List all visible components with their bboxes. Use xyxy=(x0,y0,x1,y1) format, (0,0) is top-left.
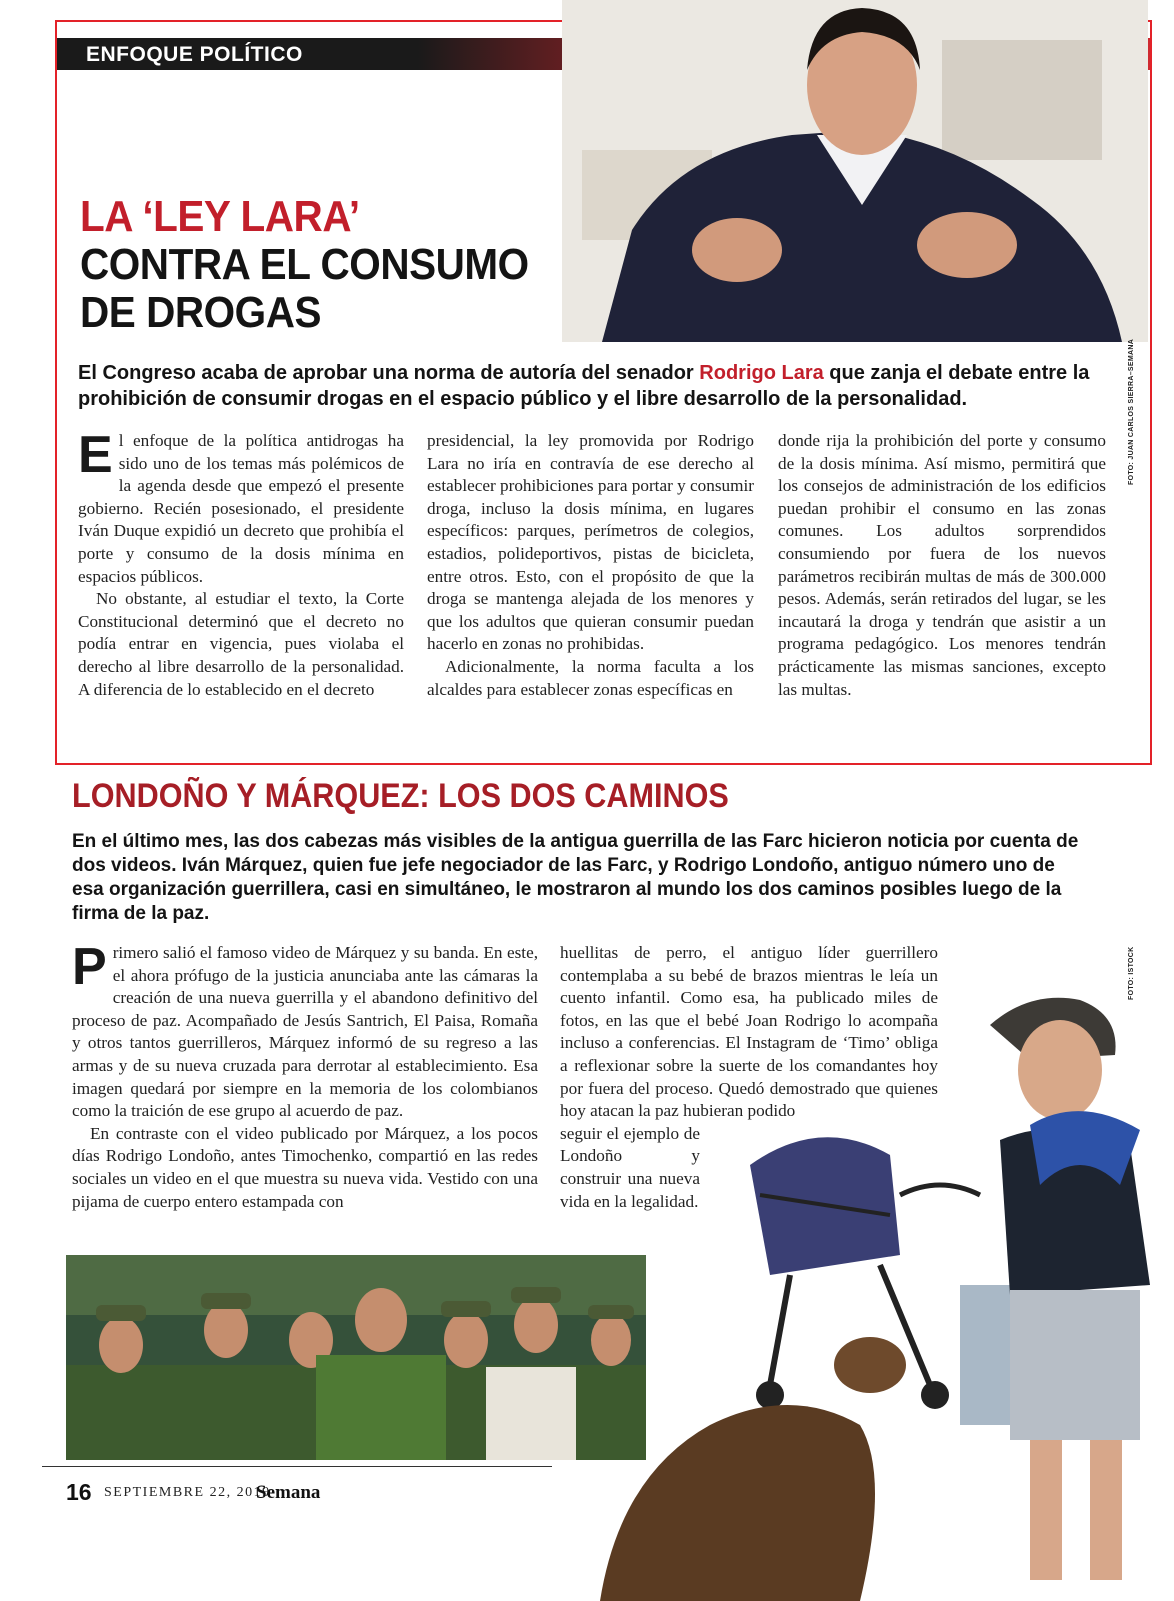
headline-line-3: DE DROGAS xyxy=(80,288,322,337)
dek-text-after: que zanja el debate entre la prohibición de consumir drogas en el espacio público y el libre desarrollo de la personalidad. xyxy=(78,362,1090,410)
paragraph: l enfoque de la política antidrogas ha sido uno de los temas más polémicos de la agenda desde que empezó el presente gobierno. Recién posesionado, el presidente Iván Duque expidió un decreto que prohibía el porte y consumo de la dosis mínima en espacios públicos. xyxy=(78,431,404,586)
article1-column-2 xyxy=(427,430,754,701)
photo-credit-bottom: FOTO: ISTOCK xyxy=(1128,946,1135,1000)
article1-column-3 xyxy=(778,430,1106,701)
paragraph: seguir el ejemplo de Londoño y construir una nueva vida en la legalidad. xyxy=(560,1123,700,1211)
paragraph: No obstante, al estudiar el texto, la Corte Constitucional determinó que el decreto no podía entrar en vigencia, pues violaba el derecho al libre desarrollo de la personalidad. A diferencia de lo establecido en el decreto xyxy=(78,589,404,699)
family-illustration xyxy=(560,955,1174,1601)
dek-highlight-name: Rodrigo Lara xyxy=(699,362,824,384)
dek-text-before: El Congreso acaba de aprobar una norma de autoría del senador xyxy=(78,362,700,384)
paragraph: En contraste con el video publicado por Márquez, a los pocos días Rodrigo Londoño, antes Timochenko, compartió en las redes sociales un video en el que muestra su nueva vida. Vestido con una pijama de cuerpo entero estampada con xyxy=(72,1123,538,1211)
issue-date: SEPTIEMBRE 22, 2019 xyxy=(104,1485,271,1500)
group-illustration xyxy=(66,1255,646,1460)
footer-rule xyxy=(42,1466,552,1467)
article1-column-1 xyxy=(78,426,404,701)
article1-dek xyxy=(78,360,1123,412)
article2-dek: En el último mes, las dos cabezas más visibles de la antigua guerrilla de las Farc hicieron noticia por cuenta de dos videos. Iván Márquez, quien fue jefe negociador de las Farc, y Rodrigo Londoño, antiguo número uno de esa organización guerrillera, casi en simultáneo, le mostraron al mundo los dos caminos posibles luego de la firma de la paz. xyxy=(72,831,1079,924)
section-label: ENFOQUE POLÍTICO xyxy=(86,43,303,66)
photo-credit-top: FOTO: JUAN CARLOS SIERRA–SEMANA xyxy=(1128,338,1135,485)
photo-londono-family xyxy=(560,955,1174,1601)
headline-line-1: LA ‘LEY LARA’ xyxy=(80,192,360,241)
photo-marquez-group xyxy=(66,1255,646,1460)
dropcap: P xyxy=(72,938,107,996)
page-number: 16 xyxy=(66,1479,92,1505)
photo-rodrigo-lara xyxy=(562,0,1148,342)
magazine-name: Semana xyxy=(256,1482,321,1503)
paragraph: Adicionalmente, la norma faculta a los alcaldes para establecer zonas específicas en xyxy=(427,656,754,699)
portrait-illustration xyxy=(562,0,1148,342)
paragraph: rimero salió el famoso video de Márquez y su banda. En este, el ahora prófugo de la justicia anunciaba ante las cámaras la creación de una nueva guerrilla y el abandono definitivo del proceso de paz. Acompañado de Jesús Santrich, El Paisa, Romaña y otros tantos guerrilleros, Márquez informó de su regreso a las armas y de su nueva cruzada para derrotar al establecimiento. Esa imagen quedará por siempre en la memoria de los colombianos como la traición de ese grupo al acuerdo de paz. xyxy=(72,943,538,1121)
headline-line-2: CONTRA EL CONSUMO xyxy=(80,240,529,289)
article2-column-1 xyxy=(72,938,538,1213)
dropcap: E xyxy=(78,426,113,484)
paragraph: donde rija la prohibición del porte y consumo de la dosis mínima. Así mismo, permitirá que los consejos de administración de los edificios puedan prohibir el consumo en las zonas comunes. Los adultos sorprendidos consumiendo por fuera de los nuevos parámetros recibirán multas de más de 300.000 pesos. Además, serán retirados del lugar, se les incautará la droga y tendrán que asistir a un programa pedagógico. Los menores tendrán prácticamente las mismas sanciones, excepto las multas. xyxy=(778,431,1106,699)
paragraph: presidencial, la ley promovida por Rodrigo Lara no iría en contravía de ese derecho al establecer prohibiciones para portar y consumir droga, incluso la dosis mínima, en lugares específicos: parques, perímetros de colegios, estadios, polideportivos, pistas de bicicleta, entre otros. Esto, con el propósito de que la droga se mantenga alejada de los menores y que los adultos que quieran consumir puedan hacerlo en zonas no prohibidas. xyxy=(427,431,754,654)
article2-headline: LONDOÑO Y MÁRQUEZ: LOS DOS CAMINOS xyxy=(72,777,729,815)
paragraph: huellitas de perro, el antiguo líder guerrillero contemplaba a su bebé de brazos mientras le leía un cuento infantil. Como esa, ha publicado miles de fotos, en las que el bebé Joan Rodrigo lo acompaña incluso a conferencias. El Instagram de ‘Timo’ obliga a reflexionar sobre la suerte de los comandantes hoy por fuera del proceso. Quedó demostrado que quienes hoy atacan la paz hubieran podido xyxy=(560,943,938,1121)
